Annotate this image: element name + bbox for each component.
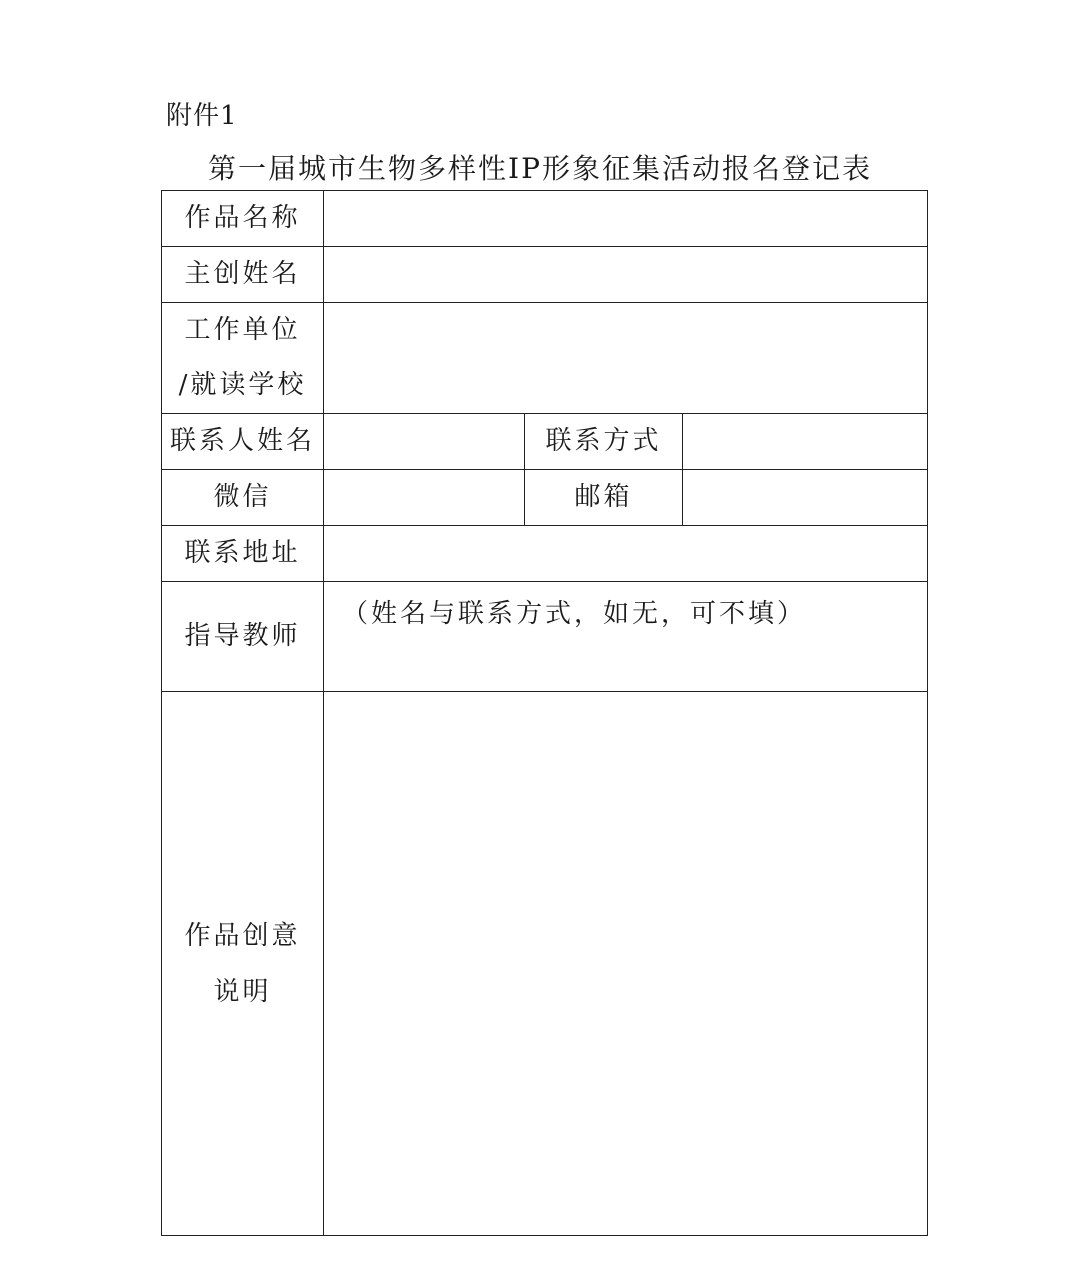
row-contact-name [162,414,928,470]
author-label: 主创姓名 [162,247,324,303]
form-title: 第一届城市生物多样性IP形象征集活动报名登记表 [208,152,872,185]
workplace-label [162,303,324,414]
description-label [162,692,324,1236]
row-advisor [162,582,928,692]
description-label-line2: 说明 [213,976,272,1007]
wechat-label: 微信 [162,470,324,526]
row-address [162,526,928,582]
work-name-label: 作品名称 [162,191,324,247]
row-author [162,247,928,303]
row-workplace [162,303,928,414]
contact-method-label: 联系方式 [525,414,683,470]
address-label: 联系地址 [162,526,324,582]
workplace-label-line1: 工作单位 [184,315,301,345]
advisor-field[interactable]: （姓名与联系方式，如无，可不填） [324,582,928,692]
row-description [162,692,928,1236]
workplace-field[interactable] [324,303,928,414]
wechat-field[interactable] [324,470,525,526]
work-name-field[interactable] [324,191,928,247]
address-field[interactable] [324,526,928,582]
author-field[interactable] [324,247,928,303]
row-work-name [162,191,928,247]
contact-method-field[interactable] [683,414,928,470]
description-label-line1: 作品创意 [184,920,301,951]
contact-name-label: 联系人姓名 [162,414,324,470]
registration-form-table [161,190,928,1236]
attachment-label: 附件1 [166,101,238,131]
advisor-label: 指导教师 [162,582,324,692]
workplace-label-line2: /就读学校 [178,370,307,400]
email-label: 邮箱 [525,470,683,526]
row-wechat-email [162,470,928,526]
description-field[interactable] [324,692,928,1236]
email-field[interactable] [683,470,928,526]
contact-name-field[interactable] [324,414,525,470]
